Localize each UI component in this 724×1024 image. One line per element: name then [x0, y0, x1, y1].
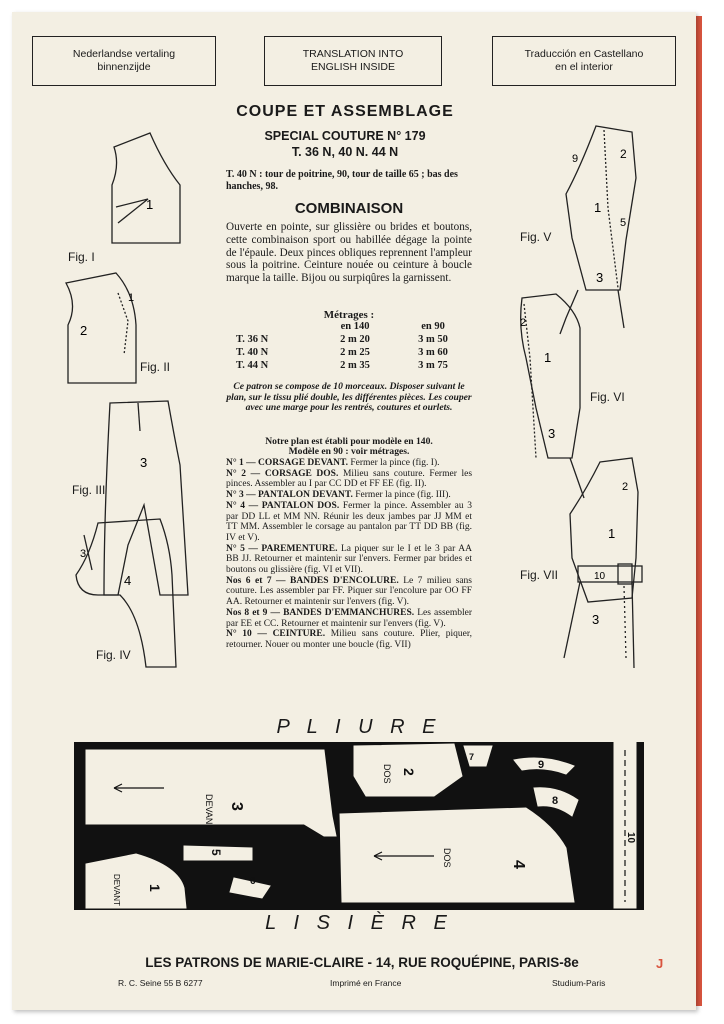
pattern-layout-note: Ce patron se compose de 10 morceaux. Disposer suivant le plan, sur le tissu plié double, les différentes pièces. Les couper avec une marge pour les rentrés, coutures et ourlets.	[226, 381, 472, 414]
dart-line	[138, 403, 140, 431]
dutch-box-line1: Nederlandse vertaling	[72, 48, 176, 60]
table-row	[236, 320, 472, 333]
table-cell: 3 m 50	[418, 334, 448, 345]
list-item	[226, 608, 472, 629]
piece-number-label: 1	[594, 200, 602, 215]
dart-line	[118, 293, 128, 355]
piece-number-label: 1	[147, 884, 163, 892]
button-line	[624, 586, 626, 658]
model-description: Ouverte en pointe, sur glissière ou brides et boutons, cette combinaison sport ou habillée dégage la pointe de l'épaule. Deux pinces obliques reprennent l'ampleur sous la poitrine. Ceinture nouée ou ceinture à boucle marque la taille. Bijou ou surpiqûres la garnissent.	[226, 221, 472, 285]
figure-5-6-7-drawing	[508, 118, 658, 678]
facing-line	[604, 130, 618, 288]
back-label: DOS	[442, 848, 452, 868]
list-item	[226, 629, 472, 650]
piece-name: PANTALON DOS.	[261, 500, 340, 511]
piece-number-label: 1	[146, 197, 154, 212]
table-cell: 3 m 60	[418, 347, 448, 358]
spanish-box-line1: Traducción en Castellano	[524, 48, 644, 60]
list-item	[226, 576, 472, 608]
publisher-address: LES PATRONS DE MARIE-CLAIRE - 14, RUE ROQUÉPINE, PARIS-8e	[145, 955, 579, 970]
piece-number-label: 10	[625, 832, 636, 844]
piece-number-label: 2	[520, 317, 527, 329]
company-registration: R. C. Seine 55 B 6277	[118, 978, 203, 988]
figure-2-label: Fig. II	[140, 360, 171, 374]
page-title: COUPE ET ASSEMBLAGE	[236, 103, 454, 120]
piece-text: Fermer la pince. Assembler au 3 par DD LL et MM NN. Réunir les deux jambes par JJ MM et TT MM. Assembler le corsage au pantalon par TT DD BB (fig. IV et V).	[226, 500, 473, 543]
spanish-translation-box	[492, 36, 676, 86]
trouser-line	[618, 290, 624, 328]
fabric-yardage-table	[236, 320, 472, 372]
table-header: en 90	[421, 321, 445, 332]
trouser-line	[570, 458, 584, 498]
table-cell: 2 m 35	[340, 360, 370, 371]
piece-number-label: 2	[620, 147, 627, 161]
piece-number: N° 1 —	[226, 458, 256, 468]
dart-line	[116, 199, 148, 223]
fabric-yardage-title: Métrages :	[323, 309, 375, 321]
piece-text: Le 7 milieu sans couture. Les assembler par FF. Piquer sur l'encolure par OO FF AA. Retourner et maintenir sur l'envers (fig. V).	[226, 575, 472, 608]
piece-number: N° 10 —	[226, 629, 267, 640]
front-trouser-piece	[104, 401, 188, 595]
piece-number-label: 5	[209, 849, 223, 856]
plan-note-line2: Modèle en 90 : voir métrages.	[288, 446, 410, 458]
table-cell: T. 40 N	[236, 347, 269, 358]
piece-name: PANTALON DEVANT.	[258, 490, 353, 501]
piece-name: PAREMENTURE.	[261, 543, 338, 554]
studio-credit: Studium-Paris	[552, 978, 606, 988]
plan-note	[226, 437, 472, 458]
piece-name: BANDES D'EMMANCHURES.	[283, 607, 415, 618]
piece-number-label: 3	[596, 270, 604, 285]
piece-number-label: 3	[140, 455, 148, 470]
piece-text: Fermer la pince (fig. I).	[350, 458, 440, 468]
piece-text: La piquer sur le I et le 3 par AA BB JJ. Retourner et maintenir sur l'envers. Fermer par brides et boutons ou glissière (fig. VI et VII).	[226, 543, 472, 576]
back-bodice-piece	[66, 273, 136, 383]
table-cell: T. 44 N	[236, 360, 269, 371]
figure-4-label: Fig. IV	[96, 648, 131, 662]
piece-number-label: 2	[80, 323, 88, 338]
piece-number-label: 3	[548, 426, 556, 441]
piece-number-label: 1	[544, 350, 552, 365]
pattern-sizes: T. 36 N, 40 N. 44 N	[291, 145, 399, 159]
pattern-subtitle	[218, 128, 472, 160]
piece-number-label: 4	[510, 860, 527, 869]
sheet-red-edge	[696, 16, 702, 1006]
figure-5-label: Fig. V	[520, 230, 552, 244]
list-item	[226, 501, 472, 544]
figure-3-4-drawing	[70, 395, 200, 675]
table-row	[236, 333, 472, 346]
front-label: DEVANT	[112, 874, 121, 906]
table-cell: 2 m 20	[340, 334, 370, 345]
sheet-letter: J	[656, 956, 664, 971]
plan-note-line1: Notre plan est établi pour modèle en 140.	[265, 436, 433, 447]
trouser-line	[560, 290, 578, 334]
back-label: DOS	[382, 764, 392, 784]
piece-number-label: 4	[124, 573, 132, 588]
list-item	[226, 469, 472, 490]
piece-name: CORSAGE DOS.	[264, 468, 339, 479]
piece-number-label: 2	[622, 481, 629, 493]
belt-buckle	[618, 564, 632, 584]
table-row	[236, 359, 472, 372]
list-item	[226, 458, 472, 469]
trouser-line	[632, 582, 634, 668]
piece-number-label: 9	[538, 759, 545, 771]
selvage-label: L I S I È R E	[265, 912, 453, 934]
piece-number-label: 5	[620, 217, 627, 229]
piece-text: Les assembler par EE et CC. Retourner et maintenir sur l'envers (fig. V).	[226, 607, 473, 629]
figure-7-label: Fig. VII	[520, 568, 559, 582]
piece-number-label: 7	[469, 752, 475, 762]
english-box-line1: TRANSLATION INTO	[302, 48, 404, 60]
front-bodice-piece	[112, 133, 180, 243]
piece-number: N° 5 —	[226, 543, 258, 554]
table-row	[236, 346, 472, 359]
figure-6-label: Fig. VI	[590, 390, 625, 404]
back-trouser-piece	[76, 519, 176, 667]
table-cell: 2 m 25	[340, 347, 370, 358]
pattern-number: SPECIAL COUTURE N° 179	[264, 129, 426, 143]
piece-number: Nos 8 et 9 —	[226, 607, 280, 618]
piece-name: CEINTURE.	[272, 629, 326, 640]
list-item	[226, 490, 472, 501]
piece-number-label: 3	[228, 802, 245, 811]
piece-number: N° 3 —	[226, 490, 256, 501]
spanish-box-line2: en el interior	[555, 61, 613, 73]
size-measurements-note: T. 40 N : tour de poitrine, 90, tour de taille 65 ; bas des hanches, 98.	[226, 169, 458, 192]
piece-number-label: 2	[401, 768, 417, 776]
piece-text: Milieu sans couture. Fermer les pinces. Assembler au I par CC DD et FF EE (fig. II).	[226, 468, 473, 490]
piece-number-label: 10	[594, 571, 606, 582]
dutch-box-line2: binnenzijde	[97, 61, 151, 73]
piece-number-label: 1	[608, 526, 616, 541]
list-item	[226, 544, 472, 576]
trouser-line	[564, 582, 580, 658]
piece-number: Nos 6 et 7 —	[226, 575, 286, 586]
piece-number-label: 1	[128, 292, 135, 304]
piece-number-label: 8	[552, 795, 559, 807]
table-cell: 3 m 75	[418, 360, 448, 371]
figure-1-label: Fig. I	[68, 250, 95, 264]
english-box-line2: ENGLISH INSIDE	[310, 61, 396, 73]
piece-number-label: 9	[572, 153, 579, 165]
fold-label: P L I U R E	[276, 716, 442, 738]
model-name: COMBINAISON	[294, 200, 404, 217]
cutting-layout-plan	[74, 736, 644, 916]
table-cell: T. 36 N	[236, 334, 269, 345]
figure-3-label: Fig. III	[72, 483, 106, 497]
piece-number-label: 6	[250, 876, 256, 887]
piece-number: N° 2 —	[226, 468, 261, 479]
dutch-translation-box	[32, 36, 216, 86]
piece-text: Milieu sans couture. Plier, piquer, retourner. Nouer ou monter une boucle (fig. VII)	[226, 629, 473, 650]
assembly-instructions	[226, 458, 472, 651]
piece-name: BANDES D'ENCOLURE.	[290, 575, 399, 586]
piece-name: CORSAGE DEVANT.	[258, 458, 348, 468]
piece-number-label: 3	[592, 612, 600, 627]
piece-text: Fermer la pince (fig. III).	[355, 490, 451, 501]
printed-in-france: Imprimé en France	[330, 978, 402, 988]
piece-number-label: 3	[80, 548, 87, 560]
english-translation-box	[264, 36, 442, 86]
table-header: en 140	[340, 321, 370, 332]
front-label: DEVANT	[204, 794, 214, 830]
piece-number: N° 4 —	[226, 500, 259, 511]
